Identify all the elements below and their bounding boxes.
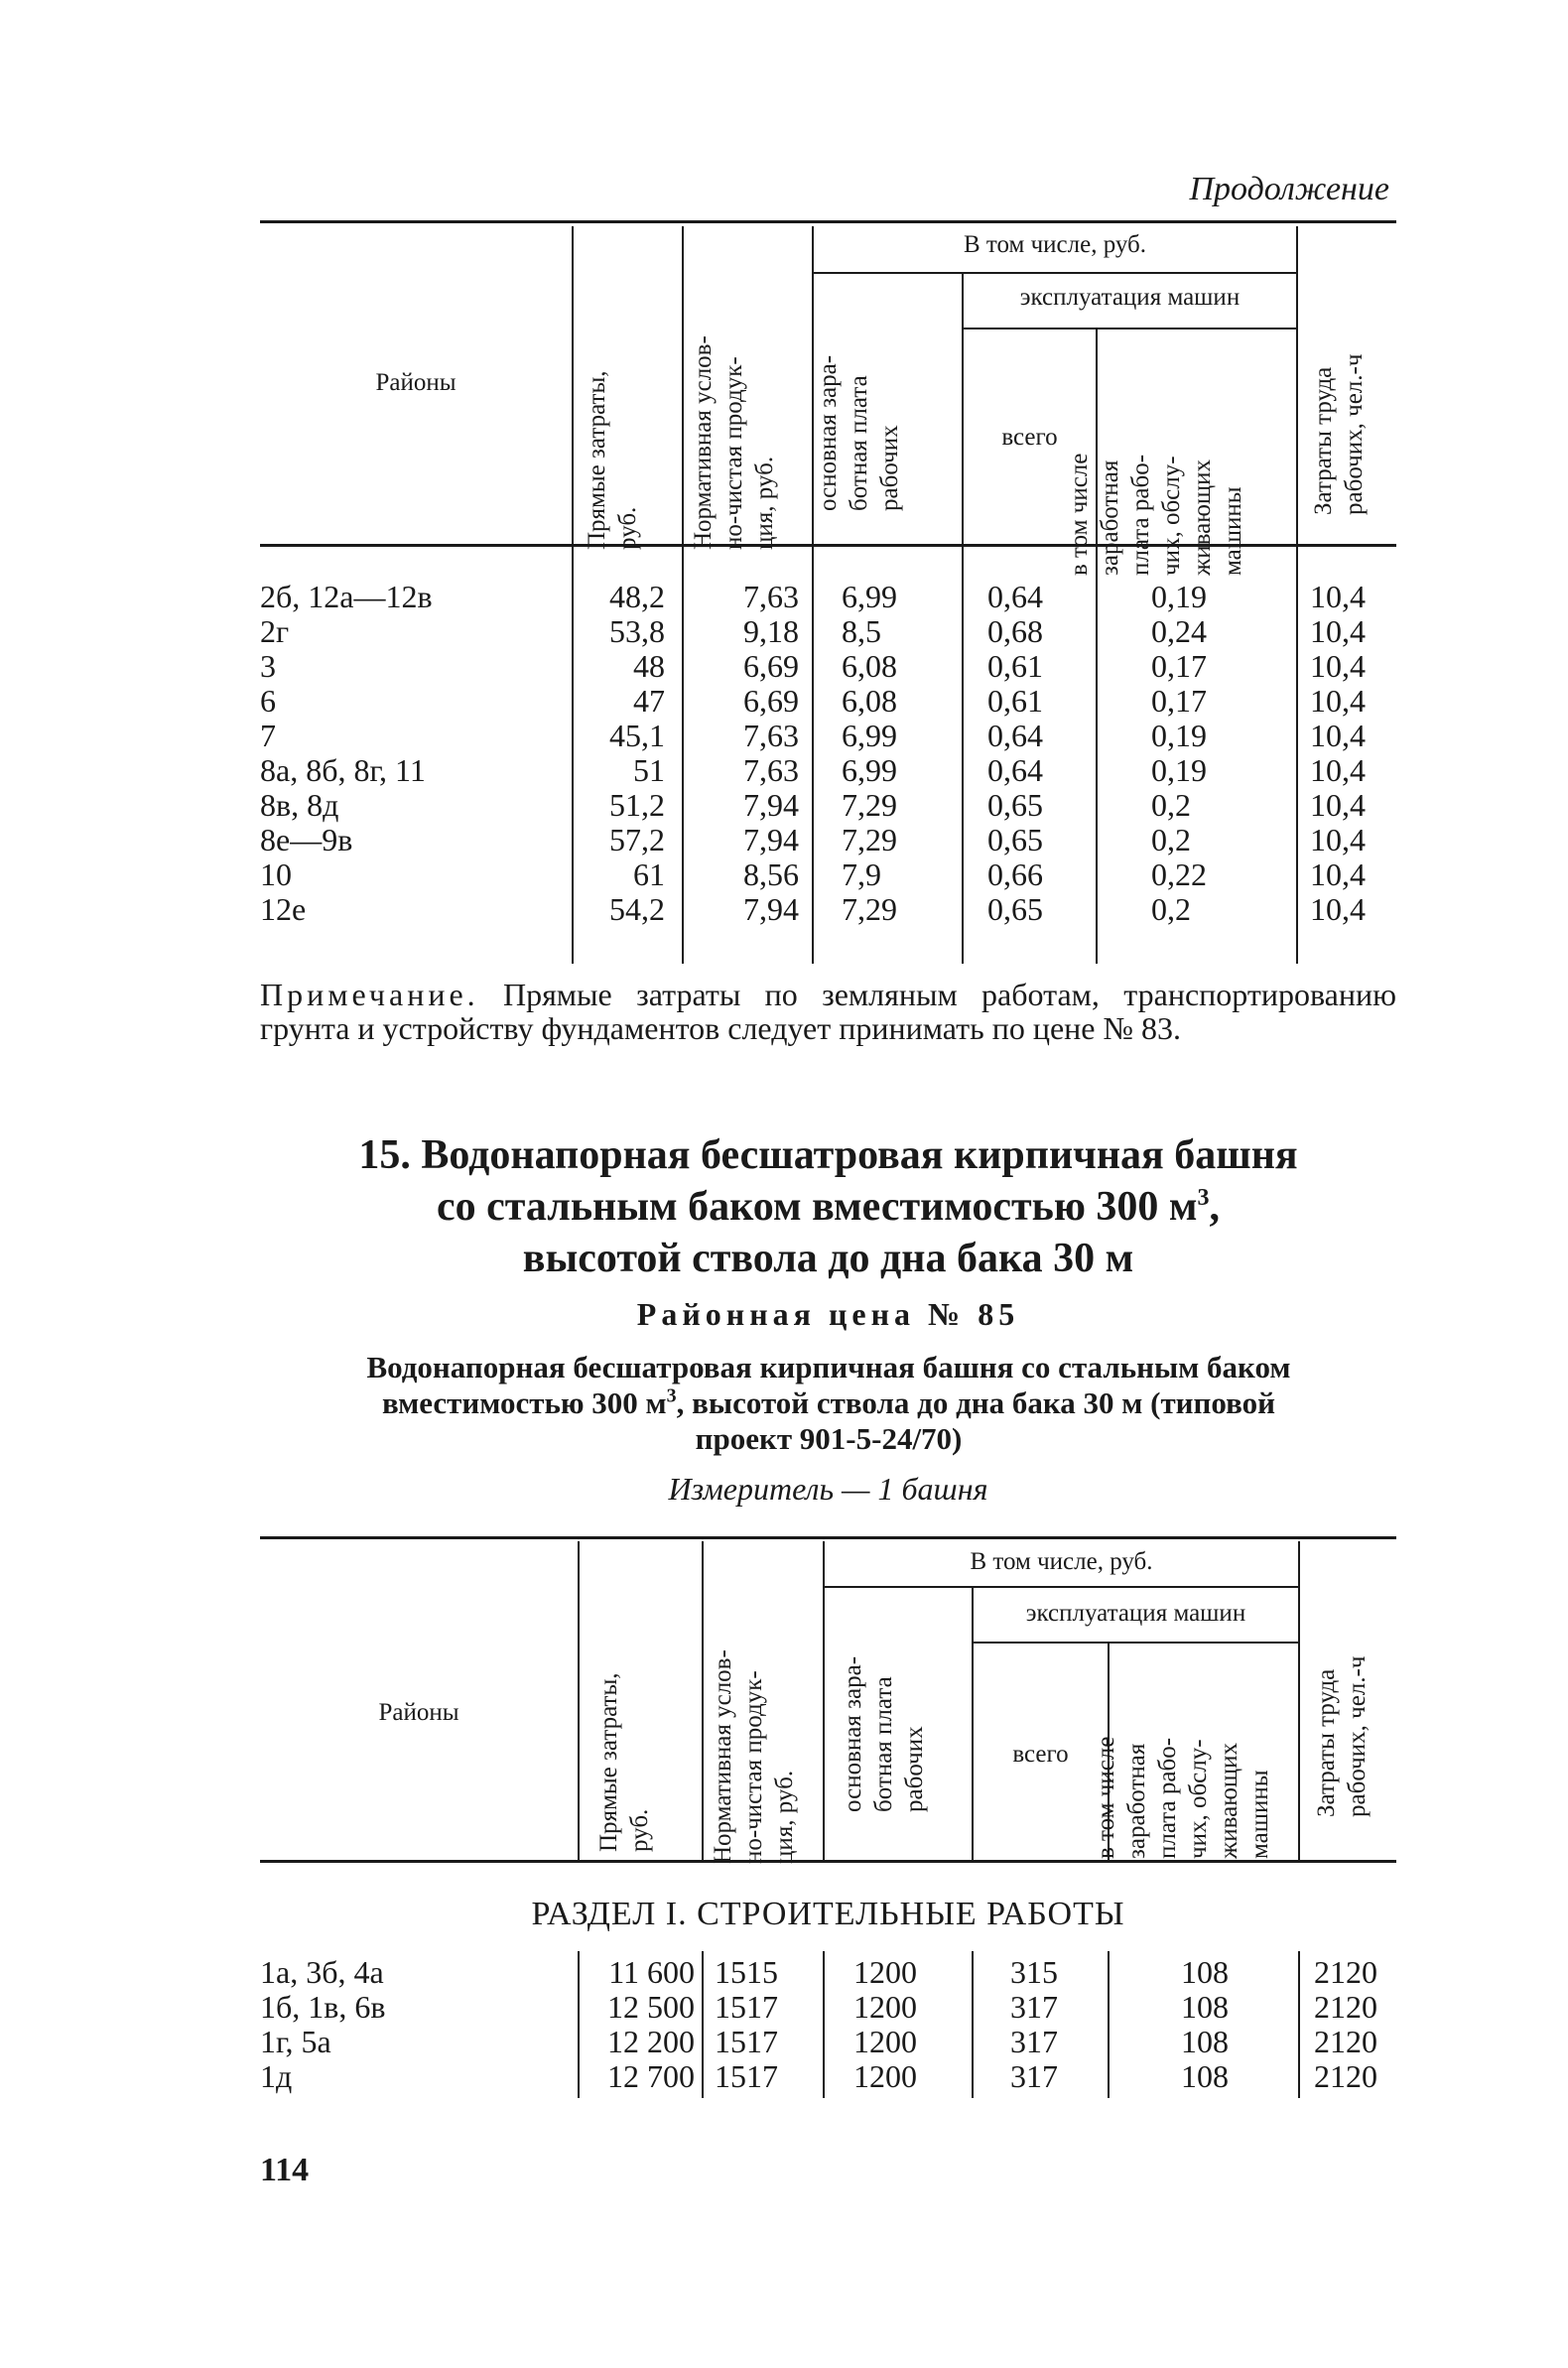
table-2-vrule <box>972 1588 974 1860</box>
price-desc-line-3: проект 901-5-24/70) <box>695 1421 963 1456</box>
table2-incl-cell: 108 <box>1181 2058 1229 2094</box>
table-2-vrule <box>702 1951 704 2098</box>
table1-region-cell: 2г <box>260 613 290 649</box>
table1-incl-cell: 0,17 <box>1151 683 1207 719</box>
table2-labor-cell: 2120 <box>1314 1954 1377 1990</box>
table1-labor-cell: 10,4 <box>1310 752 1366 788</box>
header-normative: Нормативная услов- но-чистая продук- ция, руб. <box>690 335 778 550</box>
table1-norm-cell: 7,63 <box>743 752 799 788</box>
header-direct-costs: Прямые затраты, руб. <box>584 370 641 550</box>
table-1-vrule <box>962 547 964 964</box>
page-number: 114 <box>260 2152 310 2188</box>
table1-base-cell: 6,08 <box>842 683 897 719</box>
table1-labor-cell: 10,4 <box>1310 891 1366 927</box>
table-2-vrule <box>578 1541 580 1860</box>
table2-direct-cell: 12 700 <box>607 2058 695 2094</box>
section-title-line-2-text: со стальным баком вместимостью 300 м <box>436 1184 1198 1230</box>
table2-region-cell: 1д <box>260 2058 293 2094</box>
table2-norm-cell: 1515 <box>715 1954 778 1990</box>
table1-region-cell: 6 <box>260 683 276 719</box>
header-incl-2: В том числе, руб. <box>970 1548 1153 1575</box>
header-regions: Районы <box>375 369 457 396</box>
table1-total-cell: 0,64 <box>987 752 1043 788</box>
table1-direct-cell: 48,2 <box>609 579 665 614</box>
table2-labor-cell: 2120 <box>1314 2024 1377 2059</box>
price-desc-line-2 <box>273 1385 1384 1421</box>
table1-base-cell: 7,9 <box>842 856 881 892</box>
table1-norm-cell: 7,94 <box>743 891 799 927</box>
table2-norm-cell: 1517 <box>715 1989 778 2025</box>
table1-direct-cell: 51,2 <box>609 787 665 823</box>
table1-total-cell: 0,61 <box>987 648 1043 684</box>
table-1-vrule <box>812 547 814 964</box>
table1-base-cell: 8,5 <box>842 613 881 649</box>
table1-direct-cell: 51 <box>633 752 665 788</box>
razdel-title: РАЗДЕЛ I. СТРОИТЕЛЬНЫЕ РАБОТЫ <box>531 1896 1125 1932</box>
table1-direct-cell: 53,8 <box>609 613 665 649</box>
table1-base-cell: 6,08 <box>842 648 897 684</box>
table1-norm-cell: 6,69 <box>743 683 799 719</box>
table-2-header-rule <box>260 1860 1396 1863</box>
table2-region-cell: 1б, 1в, 6в <box>260 1989 386 2025</box>
header-labor: Затраты труда рабочих, чел.-ч <box>1310 353 1368 515</box>
table1-total-cell: 0,65 <box>987 891 1043 927</box>
table1-direct-cell: 48 <box>633 648 665 684</box>
table1-total-cell: 0,66 <box>987 856 1043 892</box>
table2-base-cell: 1200 <box>853 1954 917 1990</box>
table1-incl-cell: 0,19 <box>1151 752 1207 788</box>
price-desc-line-2-end: , высотой ствола до дна бака 30 м (типовой <box>676 1385 1276 1420</box>
table-1-vrule <box>1296 547 1298 964</box>
table2-norm-cell: 1517 <box>715 2058 778 2094</box>
table1-base-cell: 6,99 <box>842 752 897 788</box>
section-title-line-1: 15. Водонапорная бесшатровая кирпичная башня <box>358 1132 1298 1178</box>
table1-norm-cell: 7,94 <box>743 822 799 857</box>
table1-region-cell: 8а, 8б, 8г, 11 <box>260 752 426 788</box>
table-2-vrule <box>823 1951 825 2098</box>
table1-total-cell: 0,64 <box>987 579 1043 614</box>
header-machines-2: эксплуатация машин <box>1025 1600 1246 1627</box>
table1-base-cell: 7,29 <box>842 891 897 927</box>
table2-region-cell: 1а, 3б, 4а <box>260 1954 384 1990</box>
table1-norm-cell: 8,56 <box>743 856 799 892</box>
table-2-vrule <box>972 1951 974 2098</box>
table1-base-cell: 7,29 <box>842 822 897 857</box>
table1-direct-cell: 45,1 <box>609 718 665 753</box>
header-incl: В том числе, руб. <box>963 231 1147 258</box>
table1-labor-cell: 10,4 <box>1310 648 1366 684</box>
table2-base-cell: 1200 <box>853 1989 917 2025</box>
table1-labor-cell: 10,4 <box>1310 787 1366 823</box>
table2-total-cell: 317 <box>1010 1989 1058 2025</box>
table-1-incl-rule <box>812 272 1296 274</box>
section-title-line-2 <box>260 1183 1396 1231</box>
table2-incl-cell: 108 <box>1181 1989 1229 2025</box>
table1-region-cell: 8е—9в <box>260 822 353 857</box>
section-title-line-3: высотой ствола до дна бака 30 м <box>522 1236 1134 1281</box>
table-2-vrule <box>823 1541 825 1860</box>
header-normative-2: Нормативная услов- но-чистая продук- ция, руб. <box>710 1649 798 1864</box>
table-1-vrule <box>1096 547 1098 964</box>
table-2-vrule <box>1298 1541 1300 1860</box>
table-2-vrule <box>702 1541 704 1860</box>
header-regions-2: Районы <box>378 1699 459 1726</box>
table1-incl-cell: 0,19 <box>1151 718 1207 753</box>
table1-base-cell: 6,99 <box>842 718 897 753</box>
header-labor-2: Затраты труда рабочих, чел.-ч <box>1313 1655 1371 1817</box>
table1-norm-cell: 9,18 <box>743 613 799 649</box>
table-1-vrule <box>682 547 684 964</box>
table2-total-cell: 315 <box>1010 1954 1058 1990</box>
table-1-vrule <box>572 547 574 964</box>
table1-incl-cell: 0,19 <box>1151 579 1207 614</box>
header-incl-wage-2: в том числе заработная плата рабо- чих, обслу- живающих машины <box>1093 1736 1273 1859</box>
table2-norm-cell: 1517 <box>715 2024 778 2059</box>
table2-total-cell: 317 <box>1010 2024 1058 2059</box>
table1-labor-cell: 10,4 <box>1310 613 1366 649</box>
table1-region-cell: 10 <box>260 856 292 892</box>
table-1-top-rule <box>260 220 1396 223</box>
table1-region-cell: 8в, 8д <box>260 787 339 823</box>
header-incl-wage: в том числе заработная плата рабо- чих, обслу- живающих машины <box>1066 453 1246 576</box>
header-machines: эксплуатация машин <box>1019 284 1241 311</box>
table1-labor-cell: 10,4 <box>1310 856 1366 892</box>
table-1-vrule <box>962 274 964 544</box>
table-2-incl-rule <box>823 1586 1298 1588</box>
table1-direct-cell: 57,2 <box>609 822 665 857</box>
table1-incl-cell: 0,2 <box>1151 891 1191 927</box>
note-text: Прямые затраты по земляным работам, транспортированию грунта и устройству фундаментов следует принимать по цене № 83. <box>260 977 1397 1046</box>
table1-base-cell: 7,29 <box>842 787 897 823</box>
table-2-vrule <box>578 1951 580 2098</box>
table1-norm-cell: 6,69 <box>743 648 799 684</box>
table2-base-cell: 1200 <box>853 2024 917 2059</box>
table-1-vrule <box>1296 226 1298 544</box>
header-direct-costs-2: Прямые затраты, руб. <box>595 1672 653 1852</box>
table1-labor-cell: 10,4 <box>1310 822 1366 857</box>
table1-labor-cell: 10,4 <box>1310 683 1366 719</box>
measure-unit: Измеритель — 1 башня <box>668 1471 988 1507</box>
table1-norm-cell: 7,94 <box>743 787 799 823</box>
table1-incl-cell: 0,2 <box>1151 787 1191 823</box>
table2-direct-cell: 11 600 <box>608 1954 695 1990</box>
table1-labor-cell: 10,4 <box>1310 579 1366 614</box>
table1-base-cell: 6,99 <box>842 579 897 614</box>
header-base-wage: основная зара- ботная плата рабочих <box>815 354 903 511</box>
header-base-wage-2: основная зара- ботная плата рабочих <box>840 1655 928 1812</box>
table2-incl-cell: 108 <box>1181 2024 1229 2059</box>
table1-norm-cell: 7,63 <box>743 579 799 614</box>
price-desc-sup: 3 <box>666 1384 677 1407</box>
table1-norm-cell: 7,63 <box>743 718 799 753</box>
price-title: Районная цена № 85 <box>636 1296 1020 1332</box>
table-2-vrule <box>1108 1951 1110 2098</box>
table-1-vrule <box>572 226 574 544</box>
table2-labor-cell: 2120 <box>1314 1989 1377 2025</box>
table1-total-cell: 0,68 <box>987 613 1043 649</box>
table2-labor-cell: 2120 <box>1314 2058 1377 2094</box>
table1-direct-cell: 54,2 <box>609 891 665 927</box>
note <box>260 978 1396 1045</box>
table1-total-cell: 0,65 <box>987 822 1043 857</box>
table1-incl-cell: 0,2 <box>1151 822 1191 857</box>
header-total-2: всего <box>1012 1741 1069 1768</box>
table2-total-cell: 317 <box>1010 2058 1058 2094</box>
table2-region-cell: 1г, 5а <box>260 2024 331 2059</box>
table2-direct-cell: 12 500 <box>607 1989 695 2025</box>
table1-total-cell: 0,61 <box>987 683 1043 719</box>
note-label: Примечание. <box>260 977 479 1012</box>
table1-incl-cell: 0,24 <box>1151 613 1207 649</box>
table1-direct-cell: 47 <box>633 683 665 719</box>
table1-total-cell: 0,64 <box>987 718 1043 753</box>
section-title-sup: 3 <box>1197 1185 1210 1211</box>
price-desc-line-2-text: вместимостью 300 м <box>381 1385 667 1420</box>
table-2-vrule <box>1298 1951 1300 2098</box>
section-title-line-2-end: , <box>1209 1184 1221 1230</box>
table2-direct-cell: 12 200 <box>607 2024 695 2059</box>
continuation-label: Продолжение <box>1189 171 1389 207</box>
table1-total-cell: 0,65 <box>987 787 1043 823</box>
table1-region-cell: 2б, 12а—12в <box>260 579 433 614</box>
table1-region-cell: 3 <box>260 648 276 684</box>
table1-incl-cell: 0,17 <box>1151 648 1207 684</box>
table1-direct-cell: 61 <box>633 856 665 892</box>
table1-incl-cell: 0,22 <box>1151 856 1207 892</box>
header-total: всего <box>1001 424 1058 451</box>
table-1-vrule <box>682 226 684 544</box>
table-2-top-rule <box>260 1536 1396 1539</box>
table2-base-cell: 1200 <box>853 2058 917 2094</box>
price-desc-line-1: Водонапорная бесшатровая кирпичная башня со стальным баком <box>366 1350 1291 1384</box>
table1-region-cell: 12е <box>260 891 307 927</box>
table1-region-cell: 7 <box>260 718 276 753</box>
table1-labor-cell: 10,4 <box>1310 718 1366 753</box>
table2-incl-cell: 108 <box>1181 1954 1229 1990</box>
